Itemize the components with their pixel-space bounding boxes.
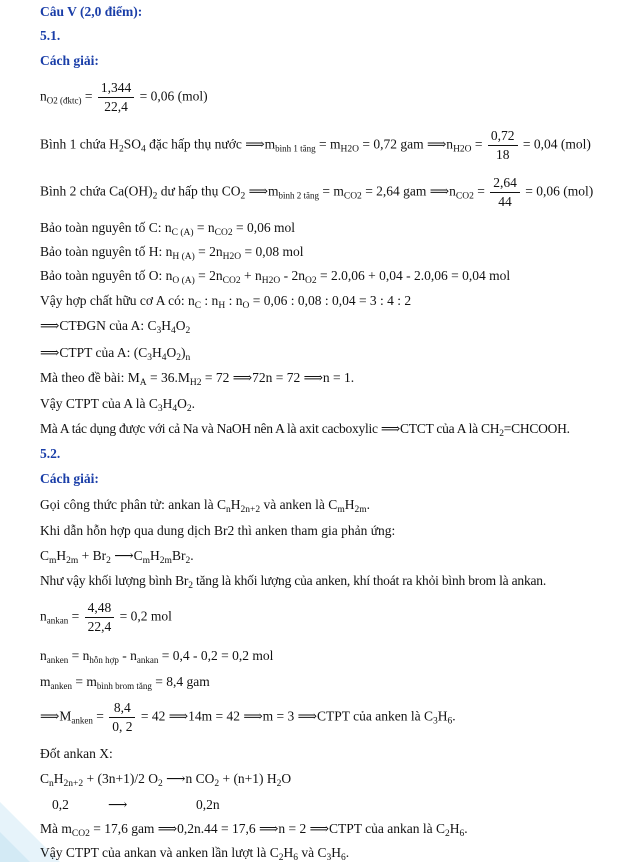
part1-method: Cách giải:	[40, 53, 99, 68]
part2-label: 5.2.	[40, 446, 61, 461]
p2-line3: $C_mH_{2m} + Br_2$ $⟶C_mH_{2m}Br_2$.	[40, 548, 194, 566]
part1-label: 5.1.	[40, 28, 61, 43]
p2-line1: Gọi công thức phân tử: ankan là $C_nH_{2n+2}$ và anken là $C_mH_{2m}$.	[40, 497, 370, 515]
p1-line8: ⟹CTĐGN của A: $C_3H_4O_2$	[40, 318, 191, 336]
p1-line1: $n_{O2 (đktc)}$ = $\frac{1,344}{22,4}$ = 0,06 (mol)	[40, 80, 208, 114]
p1-line9: ⟹CTPT của A: $(C_3H_4O_2)_n$	[40, 345, 191, 363]
p2-line12: Mà $m_{CO2} = 17,6$ gam ⟹0,2n.44 = 17,6 ⟹n = 2 ⟹CTPT của ankan là $C_2H_6$.	[40, 821, 468, 839]
p2-line9: Đốt ankan X:	[40, 746, 113, 761]
p2-line2: Khi dẫn hỗn hợp qua dung dịch Br2 thì anken tham gia phản ứng:	[40, 523, 396, 538]
p1-line2: Bình 1 chứa $H_2SO_4$ đặc hấp thụ nước $⟹m_{bình 1 tăng} = m_{H2O} = 0,72$ gam $⟹n_{H2O}$ = $\frac{0,72}{18}$ = 0,04 (mol)	[40, 128, 591, 162]
p1-line7: Vậy hợp chất hữu cơ A có: $n_C$ : $n_H$ : $n_O = 0,06$ : 0,08 : 0,04 = 3 : 4 : 2	[40, 293, 412, 311]
p2-line4: Như vậy khối lượng bình $Br_2$ tăng là khối lượng của anken, khí thoát ra khỏi bình brom là ankan.	[40, 573, 547, 591]
p2-line13: Vậy CTPT của ankan và anken lần lượt là $C_2H_6$ và $C_3H_6$.	[40, 845, 350, 863]
p1-line10: Mà theo đề bài: $M_A = 36.M_{H2} = 72$ ⟹72n = 72 ⟹n = 1.	[40, 370, 355, 388]
p2-line5: $n_{ankan}$ = $\frac{4,48}{22,4}$ = 0,2 mol	[40, 600, 172, 634]
part2-method: Cách giải:	[40, 471, 99, 486]
p1-line11: Vậy CTPT của A là $C_3H_4O_2$.	[40, 396, 195, 414]
fraction: $\frac{8,4}{0, 2}$	[109, 700, 135, 735]
p1-line5: Bảo toàn nguyên tố H: $n_{H (A)} = 2n_{H2O} = 0,08$ mol	[40, 244, 304, 262]
question-heading: Câu V (2,0 điểm):	[40, 4, 143, 19]
p1-line6: Bảo toàn nguyên tố O: $n_{O (A)} = 2n_{CO2} + n_{H2O} - 2n_{O2} = 2.0,06 + 0,04 - 2.0,06 = 0,04$ mol	[40, 268, 511, 286]
p2-line7: $m_{anken} = m_{bình brom tăng} = 8,4$ gam	[40, 674, 210, 691]
p2-line6: $n_{anken} = n_{hỗn hợp} - n_{ankan} = 0,4 - 0,2 = 0,2$ mol	[40, 648, 274, 665]
p2-line10: $C_nH_{2n+2} + (3n+1)/2$ $O_2$ ⟶n $CO_2 + (n+1)$ $H_2O$	[40, 771, 292, 789]
p1-line4: Bảo toàn nguyên tố C: $n_{C (A)} = n_{CO2} = 0,06$ mol	[40, 220, 295, 238]
p1-line12: Mà A tác dụng được với cả Na và NaOH nên A là axit cacboxylic ⟹CTCT của A là $CH_2=CHCOOH$.	[40, 421, 570, 439]
fraction: $\frac{1,344}{22,4}$	[98, 80, 134, 115]
fraction: $\frac{4,48}{22,4}$	[85, 600, 115, 635]
p2-line11-left: 0,2	[52, 797, 69, 812]
p2-line11-arrow: ⟶	[108, 797, 128, 812]
fraction: $\frac{2,64}{44}$	[490, 175, 520, 210]
p1-line3: Bình 2 chứa $Ca(OH)_2$ dư hấp thụ $CO_2$ $⟹m_{bình 2 tăng} = m_{CO2} = 2,64$ gam $⟹n_{CO2}$ = $\frac{2,64}{44}$ = 0,06 (mol)	[40, 175, 594, 209]
p2-line8: $⟹M_{anken}$ = $\frac{8,4}{0, 2}$ = 42 ⟹14m = 42 ⟹m = 3 ⟹CTPT của anken là $C_3H_6$.	[40, 700, 456, 734]
p2-line11-right: 0,2n	[196, 797, 220, 812]
fraction: $\frac{0,72}{18}$	[488, 128, 518, 163]
